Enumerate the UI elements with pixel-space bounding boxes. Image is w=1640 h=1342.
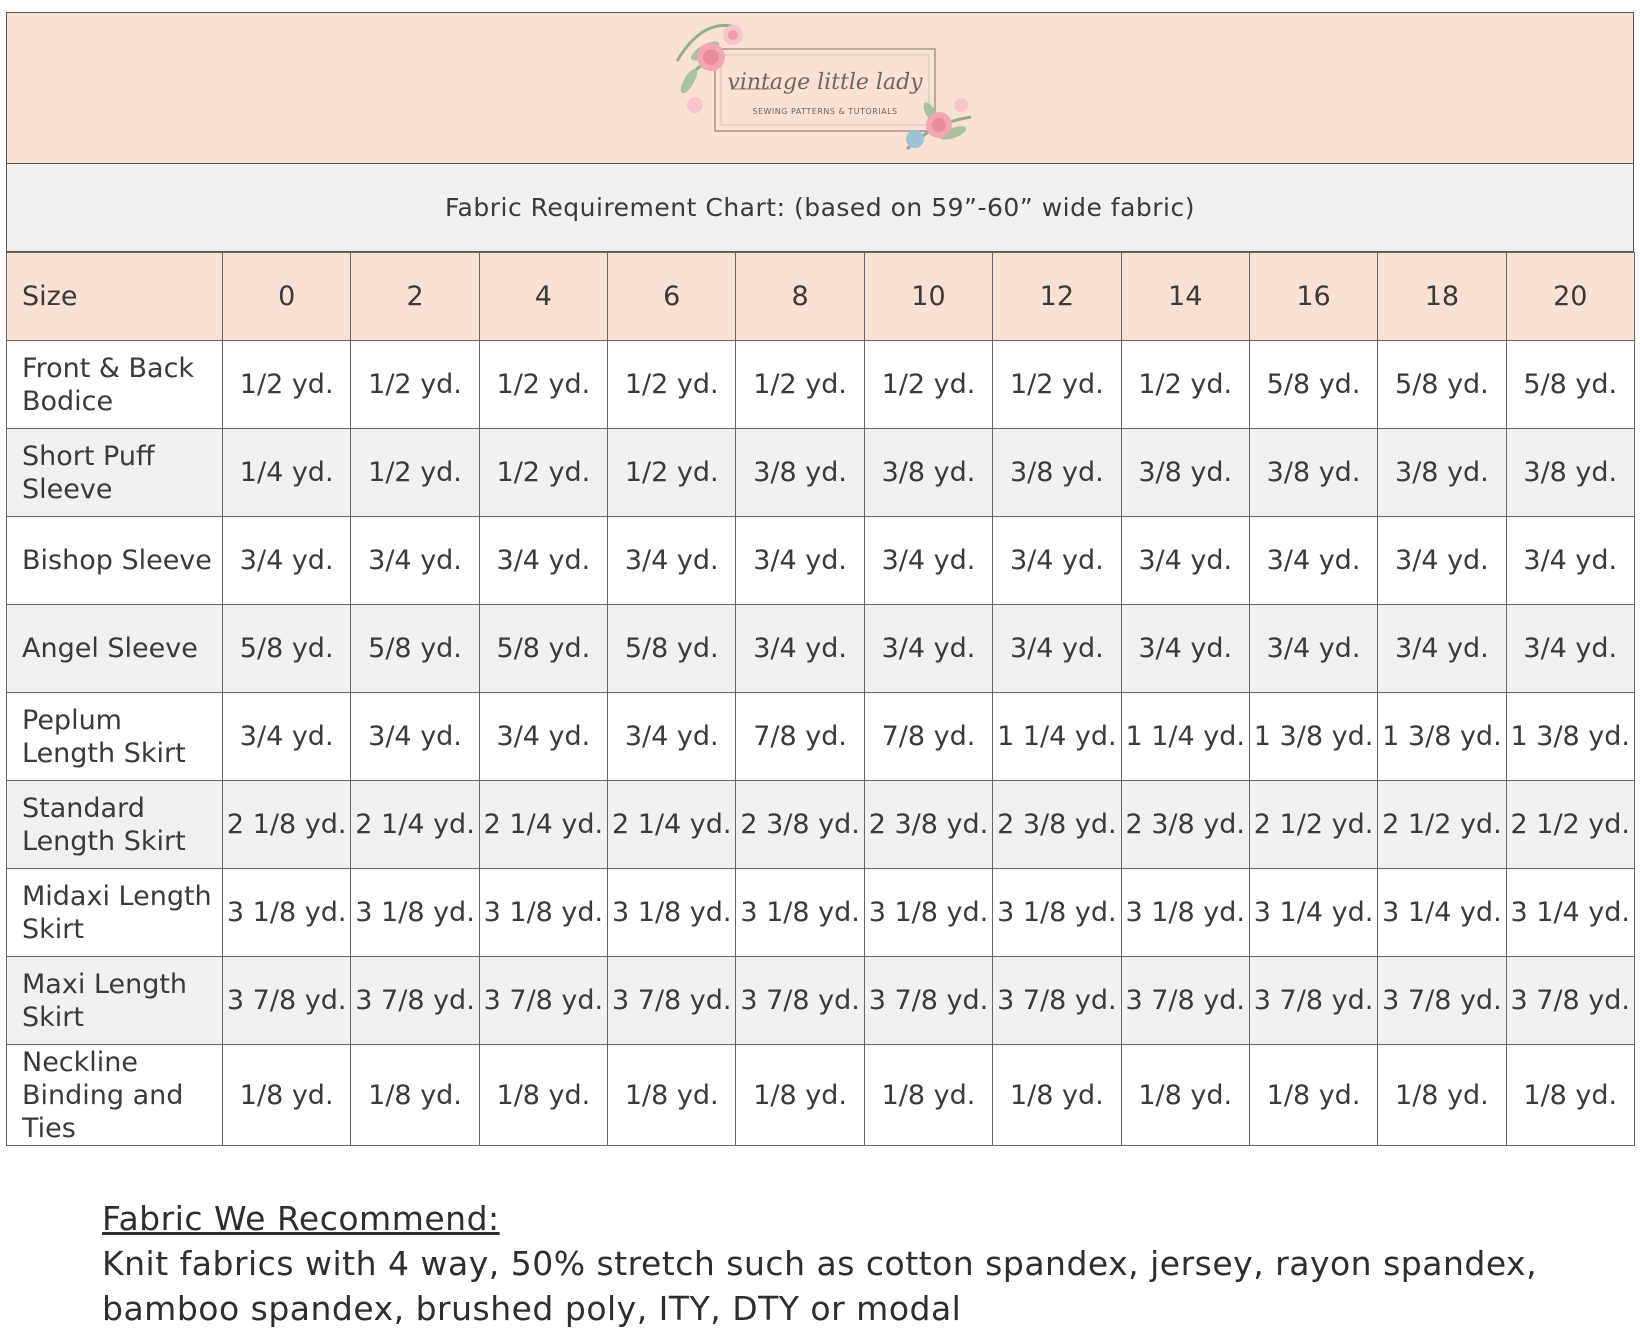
yardage-cell: 1/8 yd. — [223, 1045, 351, 1146]
yardage-cell: 3/4 yd. — [736, 517, 864, 605]
garment-piece-label: Neckline Binding and Ties — [7, 1045, 223, 1146]
garment-piece-label: Short Puff Sleeve — [7, 429, 223, 517]
yardage-cell: 1/8 yd. — [1249, 1045, 1377, 1146]
yardage-cell: 3/4 yd. — [608, 517, 736, 605]
size-header-cell: 8 — [736, 253, 864, 341]
vintage-little-lady-logo — [675, 21, 975, 157]
garment-piece-label: Standard Length Skirt — [7, 781, 223, 869]
yardage-cell: 5/8 yd. — [1506, 341, 1634, 429]
size-header-cell: 0 — [223, 253, 351, 341]
yardage-cell: 3 7/8 yd. — [479, 957, 607, 1045]
yardage-cell: 5/8 yd. — [1249, 341, 1377, 429]
yardage-cell: 3 1/8 yd. — [351, 869, 479, 957]
logo-band — [6, 12, 1634, 164]
yardage-cell: 1/2 yd. — [479, 429, 607, 517]
yardage-cell: 1/2 yd. — [736, 341, 864, 429]
yardage-cell: 3/8 yd. — [1121, 429, 1249, 517]
yardage-cell: 2 3/8 yd. — [1121, 781, 1249, 869]
yardage-cell: 3 1/4 yd. — [1378, 869, 1506, 957]
yardage-cell: 5/8 yd. — [351, 605, 479, 693]
table-row — [7, 1045, 1635, 1146]
yardage-cell: 3/4 yd. — [1378, 517, 1506, 605]
logo-tagline: SEWING PATTERNS & TUTORIALS — [752, 107, 898, 116]
yardage-cell: 3 1/8 yd. — [736, 869, 864, 957]
yardage-cell: 1/2 yd. — [608, 341, 736, 429]
yardage-cell: 3/4 yd. — [479, 517, 607, 605]
yardage-cell: 3 7/8 yd. — [993, 957, 1121, 1045]
yardage-cell: 3/4 yd. — [351, 693, 479, 781]
yardage-cell: 3 1/8 yd. — [223, 869, 351, 957]
yardage-cell: 3/4 yd. — [993, 517, 1121, 605]
yardage-cell: 1/2 yd. — [223, 341, 351, 429]
yardage-cell: 2 1/2 yd. — [1249, 781, 1377, 869]
yardage-cell: 2 1/4 yd. — [608, 781, 736, 869]
recommendation-block — [102, 1196, 1582, 1331]
size-header-cell: 18 — [1378, 253, 1506, 341]
table-row — [7, 517, 1635, 605]
size-header-cell: 16 — [1249, 253, 1377, 341]
yardage-cell: 3/4 yd. — [1249, 605, 1377, 693]
yardage-cell: 1/2 yd. — [864, 341, 992, 429]
yardage-cell: 3 7/8 yd. — [1378, 957, 1506, 1045]
yardage-cell: 3 1/8 yd. — [1121, 869, 1249, 957]
yardage-cell: 3/4 yd. — [223, 693, 351, 781]
garment-piece-label: Maxi Length Skirt — [7, 957, 223, 1045]
table-row — [7, 869, 1635, 957]
yardage-cell: 1/8 yd. — [864, 1045, 992, 1146]
size-header-cell: 12 — [993, 253, 1121, 341]
yardage-cell: 3/4 yd. — [864, 517, 992, 605]
yardage-cell: 1 1/4 yd. — [993, 693, 1121, 781]
yardage-cell: 1 3/8 yd. — [1378, 693, 1506, 781]
yardage-cell: 3/4 yd. — [1506, 605, 1634, 693]
yardage-cell: 2 1/4 yd. — [479, 781, 607, 869]
yardage-cell: 1/8 yd. — [1121, 1045, 1249, 1146]
yardage-cell: 3/8 yd. — [1249, 429, 1377, 517]
yardage-cell: 3 7/8 yd. — [864, 957, 992, 1045]
chart-title-band — [6, 164, 1634, 252]
flower-top-left-icon — [677, 25, 743, 113]
yardage-cell: 3/8 yd. — [1506, 429, 1634, 517]
yardage-cell: 3 1/4 yd. — [1249, 869, 1377, 957]
yardage-cell: 3 1/8 yd. — [479, 869, 607, 957]
garment-piece-label: Midaxi Length Skirt — [7, 869, 223, 957]
table-row — [7, 605, 1635, 693]
yardage-cell: 3/4 yd. — [1378, 605, 1506, 693]
yardage-cell: 3 1/8 yd. — [993, 869, 1121, 957]
yardage-cell: 1/8 yd. — [993, 1045, 1121, 1146]
size-header-cell: 2 — [351, 253, 479, 341]
yardage-cell: 7/8 yd. — [736, 693, 864, 781]
yardage-cell: 1/2 yd. — [479, 341, 607, 429]
garment-piece-label: Front & Back Bodice — [7, 341, 223, 429]
size-header-cell: 20 — [1506, 253, 1634, 341]
size-header-cell: 6 — [608, 253, 736, 341]
size-header-label: Size — [7, 253, 223, 341]
yardage-cell: 1/2 yd. — [351, 429, 479, 517]
yardage-cell: 3 7/8 yd. — [736, 957, 864, 1045]
yardage-cell: 1/8 yd. — [1506, 1045, 1634, 1146]
yardage-cell: 2 3/8 yd. — [993, 781, 1121, 869]
yardage-cell: 3/4 yd. — [736, 605, 864, 693]
yardage-cell: 2 3/8 yd. — [864, 781, 992, 869]
yardage-cell: 3 7/8 yd. — [608, 957, 736, 1045]
yardage-cell: 5/8 yd. — [479, 605, 607, 693]
yardage-cell: 2 3/8 yd. — [736, 781, 864, 869]
yardage-cell: 3 1/8 yd. — [608, 869, 736, 957]
yardage-cell: 1/8 yd. — [351, 1045, 479, 1146]
table-row — [7, 693, 1635, 781]
garment-piece-label: Angel Sleeve — [7, 605, 223, 693]
yardage-cell: 1 3/8 yd. — [1249, 693, 1377, 781]
yardage-cell: 1/8 yd. — [1378, 1045, 1506, 1146]
flower-bottom-right-icon — [906, 98, 971, 149]
yardage-cell: 1/8 yd. — [608, 1045, 736, 1146]
fabric-chart-sheet — [6, 12, 1634, 1146]
table-row — [7, 957, 1635, 1045]
yardage-cell: 5/8 yd. — [608, 605, 736, 693]
yardage-cell: 3/4 yd. — [864, 605, 992, 693]
yardage-cell: 3/4 yd. — [1249, 517, 1377, 605]
garment-piece-label: Peplum Length Skirt — [7, 693, 223, 781]
yardage-cell: 3/4 yd. — [479, 693, 607, 781]
yardage-cell: 3/4 yd. — [1121, 605, 1249, 693]
yardage-cell: 3 7/8 yd. — [1506, 957, 1634, 1045]
yardage-cell: 3 7/8 yd. — [223, 957, 351, 1045]
yardage-cell: 3/4 yd. — [993, 605, 1121, 693]
yardage-cell: 1/2 yd. — [1121, 341, 1249, 429]
logo-script-text: vintage little lady — [727, 70, 923, 95]
yardage-cell: 1 1/4 yd. — [1121, 693, 1249, 781]
yardage-cell: 3 7/8 yd. — [1249, 957, 1377, 1045]
size-header-cell: 10 — [864, 253, 992, 341]
yardage-cell: 3/4 yd. — [1506, 517, 1634, 605]
yardage-cell: 2 1/2 yd. — [1506, 781, 1634, 869]
yardage-cell: 3/8 yd. — [993, 429, 1121, 517]
table-row — [7, 429, 1635, 517]
yardage-cell: 2 1/4 yd. — [351, 781, 479, 869]
yardage-cell: 3/4 yd. — [223, 517, 351, 605]
table-row — [7, 341, 1635, 429]
size-header-row — [7, 253, 1635, 341]
yardage-cell: 1 3/8 yd. — [1506, 693, 1634, 781]
yardage-cell: 3/8 yd. — [736, 429, 864, 517]
garment-piece-label: Bishop Sleeve — [7, 517, 223, 605]
yardage-cell: 1/2 yd. — [351, 341, 479, 429]
table-body — [7, 253, 1635, 1146]
size-header-cell: 14 — [1121, 253, 1249, 341]
recommendation-text: Knit fabrics with 4 way, 50% stretch such as cotton spandex, jersey, rayon spandex, bamboo spandex, brushed poly, ITY, DTY or modal — [102, 1244, 1538, 1328]
yardage-cell: 3 7/8 yd. — [351, 957, 479, 1045]
yardage-cell: 3 1/8 yd. — [864, 869, 992, 957]
yardage-cell: 3 7/8 yd. — [1121, 957, 1249, 1045]
size-header-cell: 4 — [479, 253, 607, 341]
yardage-cell: 7/8 yd. — [864, 693, 992, 781]
yardage-cell: 1/4 yd. — [223, 429, 351, 517]
yardage-cell: 3/4 yd. — [1121, 517, 1249, 605]
yardage-cell: 1/8 yd. — [736, 1045, 864, 1146]
yardage-cell: 1/8 yd. — [479, 1045, 607, 1146]
yardage-cell: 1/2 yd. — [608, 429, 736, 517]
recommendation-heading: Fabric We Recommend: — [102, 1199, 500, 1238]
fabric-requirement-table — [6, 252, 1635, 1146]
yardage-cell: 3 1/4 yd. — [1506, 869, 1634, 957]
chart-title: Fabric Requirement Chart: (based on 59”-60” wide fabric) — [444, 193, 1196, 222]
yardage-cell: 3/8 yd. — [1378, 429, 1506, 517]
yardage-cell: 3/8 yd. — [864, 429, 992, 517]
yardage-cell: 2 1/8 yd. — [223, 781, 351, 869]
yardage-cell: 3/4 yd. — [351, 517, 479, 605]
yardage-cell: 3/4 yd. — [608, 693, 736, 781]
yardage-cell: 5/8 yd. — [1378, 341, 1506, 429]
table-row — [7, 781, 1635, 869]
yardage-cell: 5/8 yd. — [223, 605, 351, 693]
yardage-cell: 2 1/2 yd. — [1378, 781, 1506, 869]
yardage-cell: 1/2 yd. — [993, 341, 1121, 429]
